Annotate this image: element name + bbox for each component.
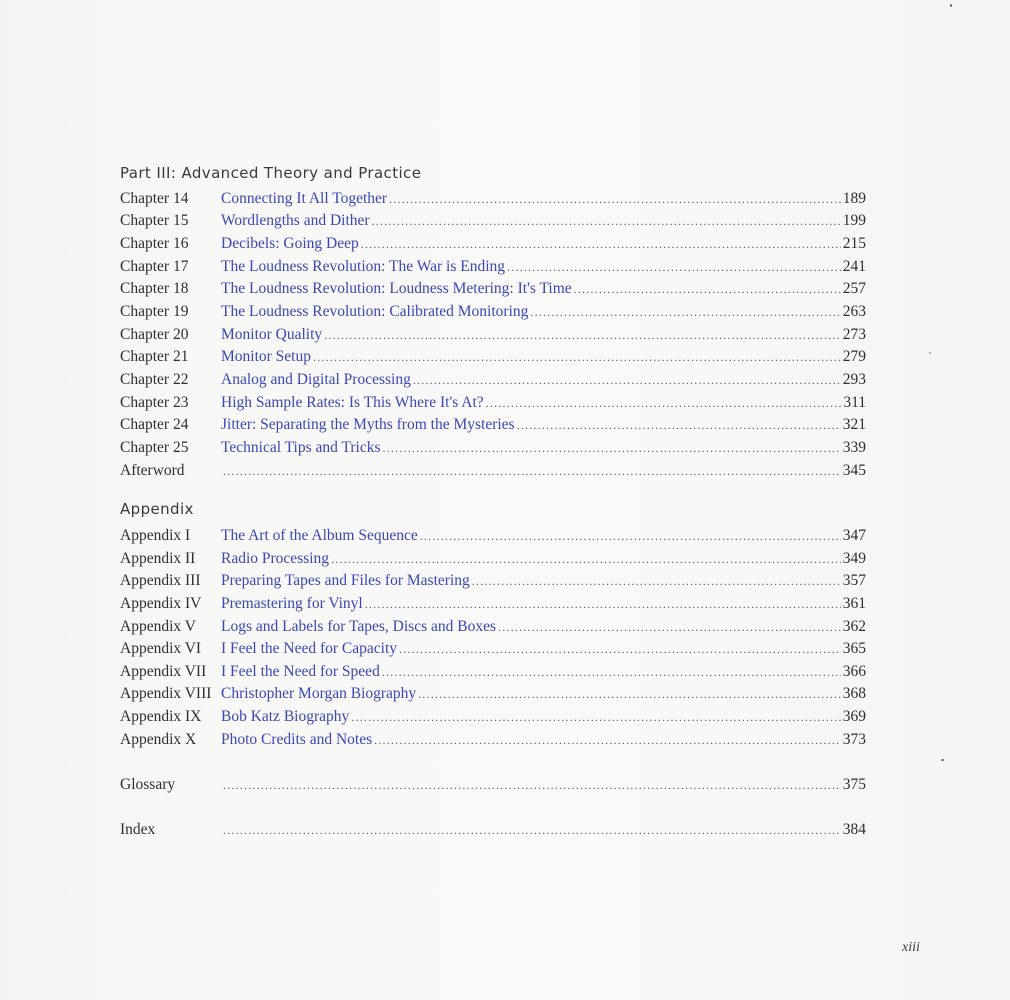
entry-label: Appendix VII: [120, 663, 207, 680]
dot-leader: [399, 638, 841, 660]
entry-title[interactable]: Decibels: Going Deep: [221, 235, 359, 252]
entry-label: Chapter 19: [120, 303, 189, 320]
dot-leader: [223, 460, 841, 482]
scan-speck: [950, 4, 952, 7]
entry-page-number: 345: [842, 462, 866, 479]
toc-entry[interactable]: [120, 548, 866, 570]
toc-entry[interactable]: [120, 324, 866, 346]
entry-title[interactable]: High Sample Rates: Is This Where It's At?: [221, 394, 484, 411]
entry-page-number: 349: [842, 550, 866, 567]
entry-page-number: 257: [842, 280, 866, 297]
toc-entry[interactable]: [120, 437, 866, 459]
entry-label: Glossary: [120, 776, 176, 793]
entry-page-number: 311: [843, 394, 866, 411]
entry-label: Chapter 14: [120, 190, 189, 207]
entry-title[interactable]: Logs and Labels for Tapes, Discs and Boxes: [221, 618, 496, 635]
entry-page-number: 357: [842, 572, 866, 589]
entry-title[interactable]: I Feel the Need for Capacity: [221, 640, 398, 657]
entry-label: Chapter 21: [120, 348, 189, 365]
dot-leader: [365, 593, 841, 615]
dot-leader: [472, 570, 841, 592]
toc-entry[interactable]: [120, 210, 866, 232]
entry-label: Appendix X: [120, 731, 197, 748]
appendix-heading: Appendix: [120, 500, 194, 518]
entry-label: Chapter 24: [120, 416, 189, 433]
dot-leader: [374, 729, 841, 751]
toc-entry[interactable]: [120, 593, 866, 615]
dot-leader: [574, 278, 841, 300]
entry-page-number: 199: [842, 212, 866, 229]
entry-label: Chapter 18: [120, 280, 189, 297]
entry-title[interactable]: The Loudness Revolution: The War is Ending: [221, 258, 506, 275]
toc-entry[interactable]: [120, 188, 866, 210]
dot-leader: [517, 414, 841, 436]
toc-entry-index[interactable]: [120, 819, 866, 841]
dot-leader: [413, 369, 841, 391]
entry-label: Appendix III: [120, 572, 201, 589]
entry-title[interactable]: Connecting It All Together: [221, 190, 388, 207]
entry-label: Chapter 20: [120, 326, 189, 343]
entry-label: Chapter 25: [120, 439, 189, 456]
entry-page-number: 375: [842, 776, 866, 793]
entry-page-number: 321: [842, 416, 866, 433]
entry-title[interactable]: Photo Credits and Notes: [221, 731, 373, 748]
entry-title[interactable]: Premastering for Vinyl: [221, 595, 363, 612]
dot-leader: [324, 324, 841, 346]
page-folio: xiii: [902, 940, 920, 955]
toc-entry[interactable]: [120, 638, 866, 660]
scan-speck: [929, 352, 931, 354]
toc-entry[interactable]: [120, 346, 866, 368]
dot-leader: [351, 706, 840, 728]
entry-page-number: 279: [842, 348, 866, 365]
entry-title[interactable]: Monitor Quality: [221, 326, 323, 343]
dot-leader: [418, 683, 841, 705]
dot-leader: [530, 301, 840, 323]
toc-entry[interactable]: [120, 525, 866, 547]
toc-entry[interactable]: [120, 661, 866, 683]
entry-title[interactable]: Wordlengths and Dither: [221, 212, 370, 229]
dot-leader: [486, 392, 842, 414]
entry-page-number: 273: [842, 326, 866, 343]
entry-page-number: 366: [842, 663, 866, 680]
entry-page-number: 361: [842, 595, 866, 612]
entry-label: Appendix IX: [120, 708, 202, 725]
toc-entry[interactable]: [120, 301, 866, 323]
entry-label: Appendix VI: [120, 640, 202, 657]
entry-label: Chapter 23: [120, 394, 189, 411]
entry-label: Chapter 22: [120, 371, 189, 388]
entry-title[interactable]: Monitor Setup: [221, 348, 311, 365]
entry-label: Appendix VIII: [120, 685, 212, 702]
entry-title[interactable]: The Art of the Album Sequence: [221, 527, 418, 544]
toc-entry[interactable]: [120, 460, 866, 482]
dot-leader: [372, 210, 841, 232]
toc-entry[interactable]: [120, 414, 866, 436]
part-three-heading: Part III: Advanced Theory and Practice: [120, 164, 422, 182]
entry-page-number: 369: [842, 708, 866, 725]
toc-entry[interactable]: [120, 570, 866, 592]
entry-title[interactable]: Christopher Morgan Biography: [221, 685, 417, 702]
entry-page-number: 293: [842, 371, 866, 388]
entry-label: Appendix V: [120, 618, 196, 635]
entry-label: Appendix II: [120, 550, 196, 567]
toc-entry[interactable]: [120, 233, 866, 255]
entry-title[interactable]: Preparing Tapes and Files for Mastering: [221, 572, 470, 589]
entry-label: Index: [120, 821, 156, 838]
toc-entry-glossary[interactable]: [120, 774, 866, 796]
toc-entry[interactable]: [120, 369, 866, 391]
entry-title[interactable]: Analog and Digital Processing: [221, 371, 411, 388]
dot-leader: [361, 233, 841, 255]
dot-leader: [331, 548, 841, 570]
toc-entry[interactable]: [120, 256, 866, 278]
entry-page-number: 215: [842, 235, 866, 252]
entry-title[interactable]: I Feel the Need for Speed: [221, 663, 380, 680]
entry-label: Appendix I: [120, 527, 191, 544]
entry-label: Chapter 16: [120, 235, 189, 252]
toc-entry[interactable]: [120, 706, 866, 728]
entry-page-number: 373: [842, 731, 866, 748]
entry-label: Appendix IV: [120, 595, 202, 612]
entry-page-number: 241: [842, 258, 866, 275]
dot-leader: [389, 188, 841, 210]
dot-leader: [382, 661, 841, 683]
toc-entry[interactable]: [120, 729, 866, 751]
dot-leader: [223, 819, 841, 841]
entry-label: Afterword: [120, 462, 185, 479]
scan-speck: [941, 759, 944, 761]
entry-page-number: 362: [842, 618, 866, 635]
entry-title[interactable]: The Loudness Revolution: Loudness Metering: It's Time: [221, 280, 572, 297]
entry-title[interactable]: Technical Tips and Tricks: [221, 439, 381, 456]
toc-entry[interactable]: [120, 683, 866, 705]
entry-label: Chapter 17: [120, 258, 189, 275]
entry-page-number: 368: [842, 685, 866, 702]
toc-entry[interactable]: [120, 392, 866, 414]
entry-title[interactable]: Bob Katz Biography: [221, 708, 350, 725]
dot-leader: [313, 346, 841, 368]
entry-title[interactable]: Radio Processing: [221, 550, 330, 567]
entry-page-number: 339: [842, 439, 866, 456]
entry-title[interactable]: The Loudness Revolution: Calibrated Monitoring: [221, 303, 529, 320]
entry-page-number: 263: [842, 303, 866, 320]
toc-entry[interactable]: [120, 278, 866, 300]
entry-page-number: 365: [842, 640, 866, 657]
dot-leader: [498, 616, 841, 638]
entry-title[interactable]: Jitter: Separating the Myths from the Mysteries: [221, 416, 515, 433]
entry-page-number: 347: [842, 527, 866, 544]
dot-leader: [383, 437, 841, 459]
dot-leader: [420, 525, 841, 547]
dot-leader: [223, 774, 841, 796]
dot-leader: [507, 256, 841, 278]
toc-entry[interactable]: [120, 616, 866, 638]
entry-page-number: 189: [842, 190, 866, 207]
entry-label: Chapter 15: [120, 212, 189, 229]
entry-page-number: 384: [842, 821, 866, 838]
